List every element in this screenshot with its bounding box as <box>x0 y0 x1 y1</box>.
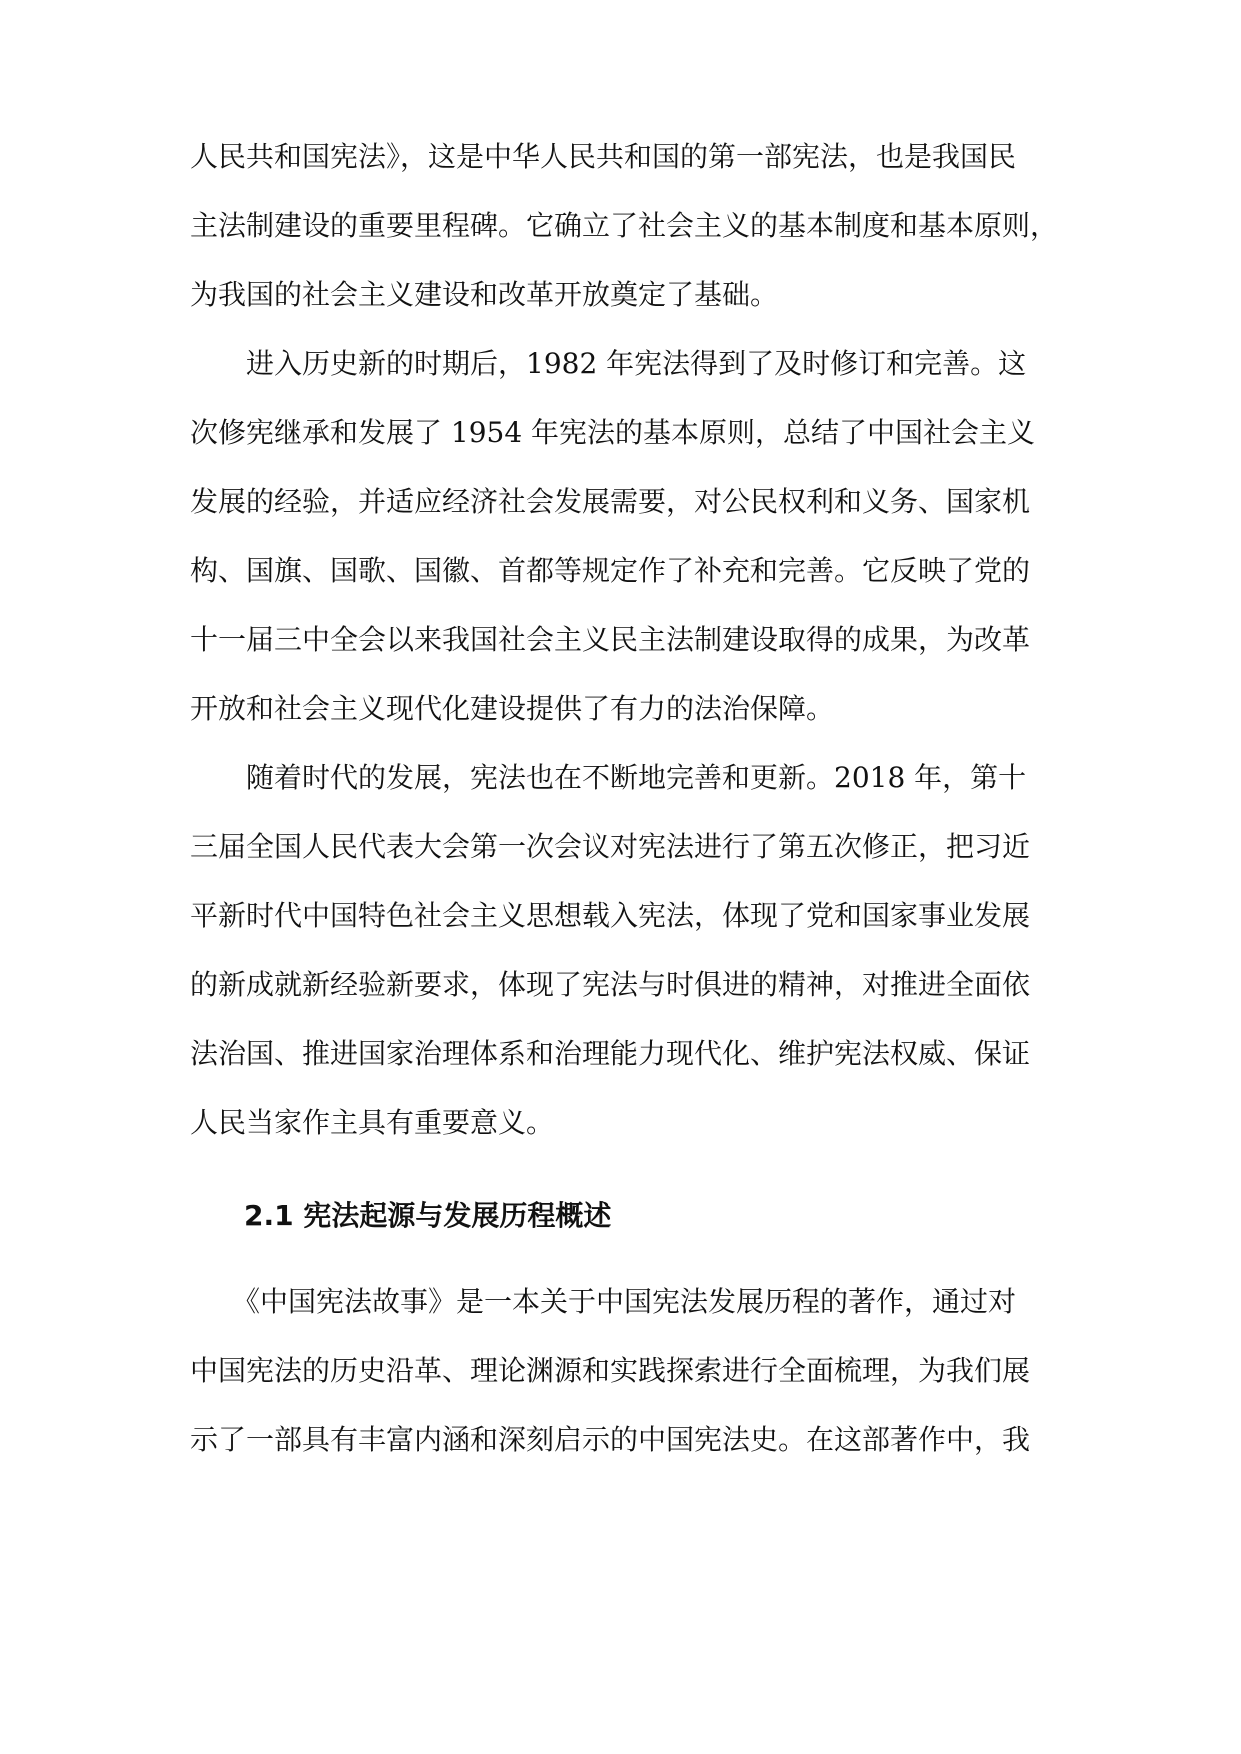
body-line: 示了一部具有丰富内涵和深刻启示的中国宪法史。在这部著作中，我 <box>190 1423 1031 1456</box>
body-line: 的新成就新经验新要求，体现了宪法与时俱进的精神，对推进全面依 <box>190 968 1031 1001</box>
body-line: 发展的经验，并适应经济社会发展需要，对公民权利和义务、国家机 <box>190 485 1031 518</box>
body-line: 法治国、推进国家治理体系和治理能力现代化、维护宪法权威、保证 <box>190 1037 1031 1070</box>
body-line: 人民当家作主具有重要意义。 <box>190 1106 555 1139</box>
body-line: 次修宪继承和发展了 1954 年宪法的基本原则，总结了中国社会主义 <box>190 416 1036 449</box>
body-line: 进入历史新的时期后，1982 年宪法得到了及时修订和完善。这 <box>190 347 1027 380</box>
body-line: 中国宪法的历史沿革、理论渊源和实践探索进行全面梳理，为我们展 <box>190 1354 1031 1387</box>
body-line: 人民共和国宪法》，这是中华人民共和国的第一部宪法，也是我国民 <box>190 140 1017 173</box>
body-line: 主法制建设的重要里程碑。它确立了社会主义的基本制度和基本原则， <box>190 209 1059 242</box>
body-line: 开放和社会主义现代化建设提供了有力的法治保障。 <box>190 692 835 725</box>
section-heading: 2.1 宪法起源与发展历程概述 <box>244 1199 612 1232</box>
body-line: 为我国的社会主义建设和改革开放奠定了基础。 <box>190 278 779 311</box>
body-line: 随着时代的发展，宪法也在不断地完善和更新。2018 年，第十 <box>190 761 1027 794</box>
body-line: 构、国旗、国歌、国徽、首都等规定作了补充和完善。它反映了党的 <box>190 554 1031 587</box>
body-line: 三届全国人民代表大会第一次会议对宪法进行了第五次修正，把习近 <box>190 830 1031 863</box>
body-line: 《中国宪法故事》是一本关于中国宪法发展历程的著作，通过对 <box>190 1285 1017 1318</box>
body-line: 平新时代中国特色社会主义思想载入宪法，体现了党和国家事业发展 <box>190 899 1031 932</box>
body-line: 十一届三中全会以来我国社会主义民主法制建设取得的成果，为改革 <box>190 623 1031 656</box>
